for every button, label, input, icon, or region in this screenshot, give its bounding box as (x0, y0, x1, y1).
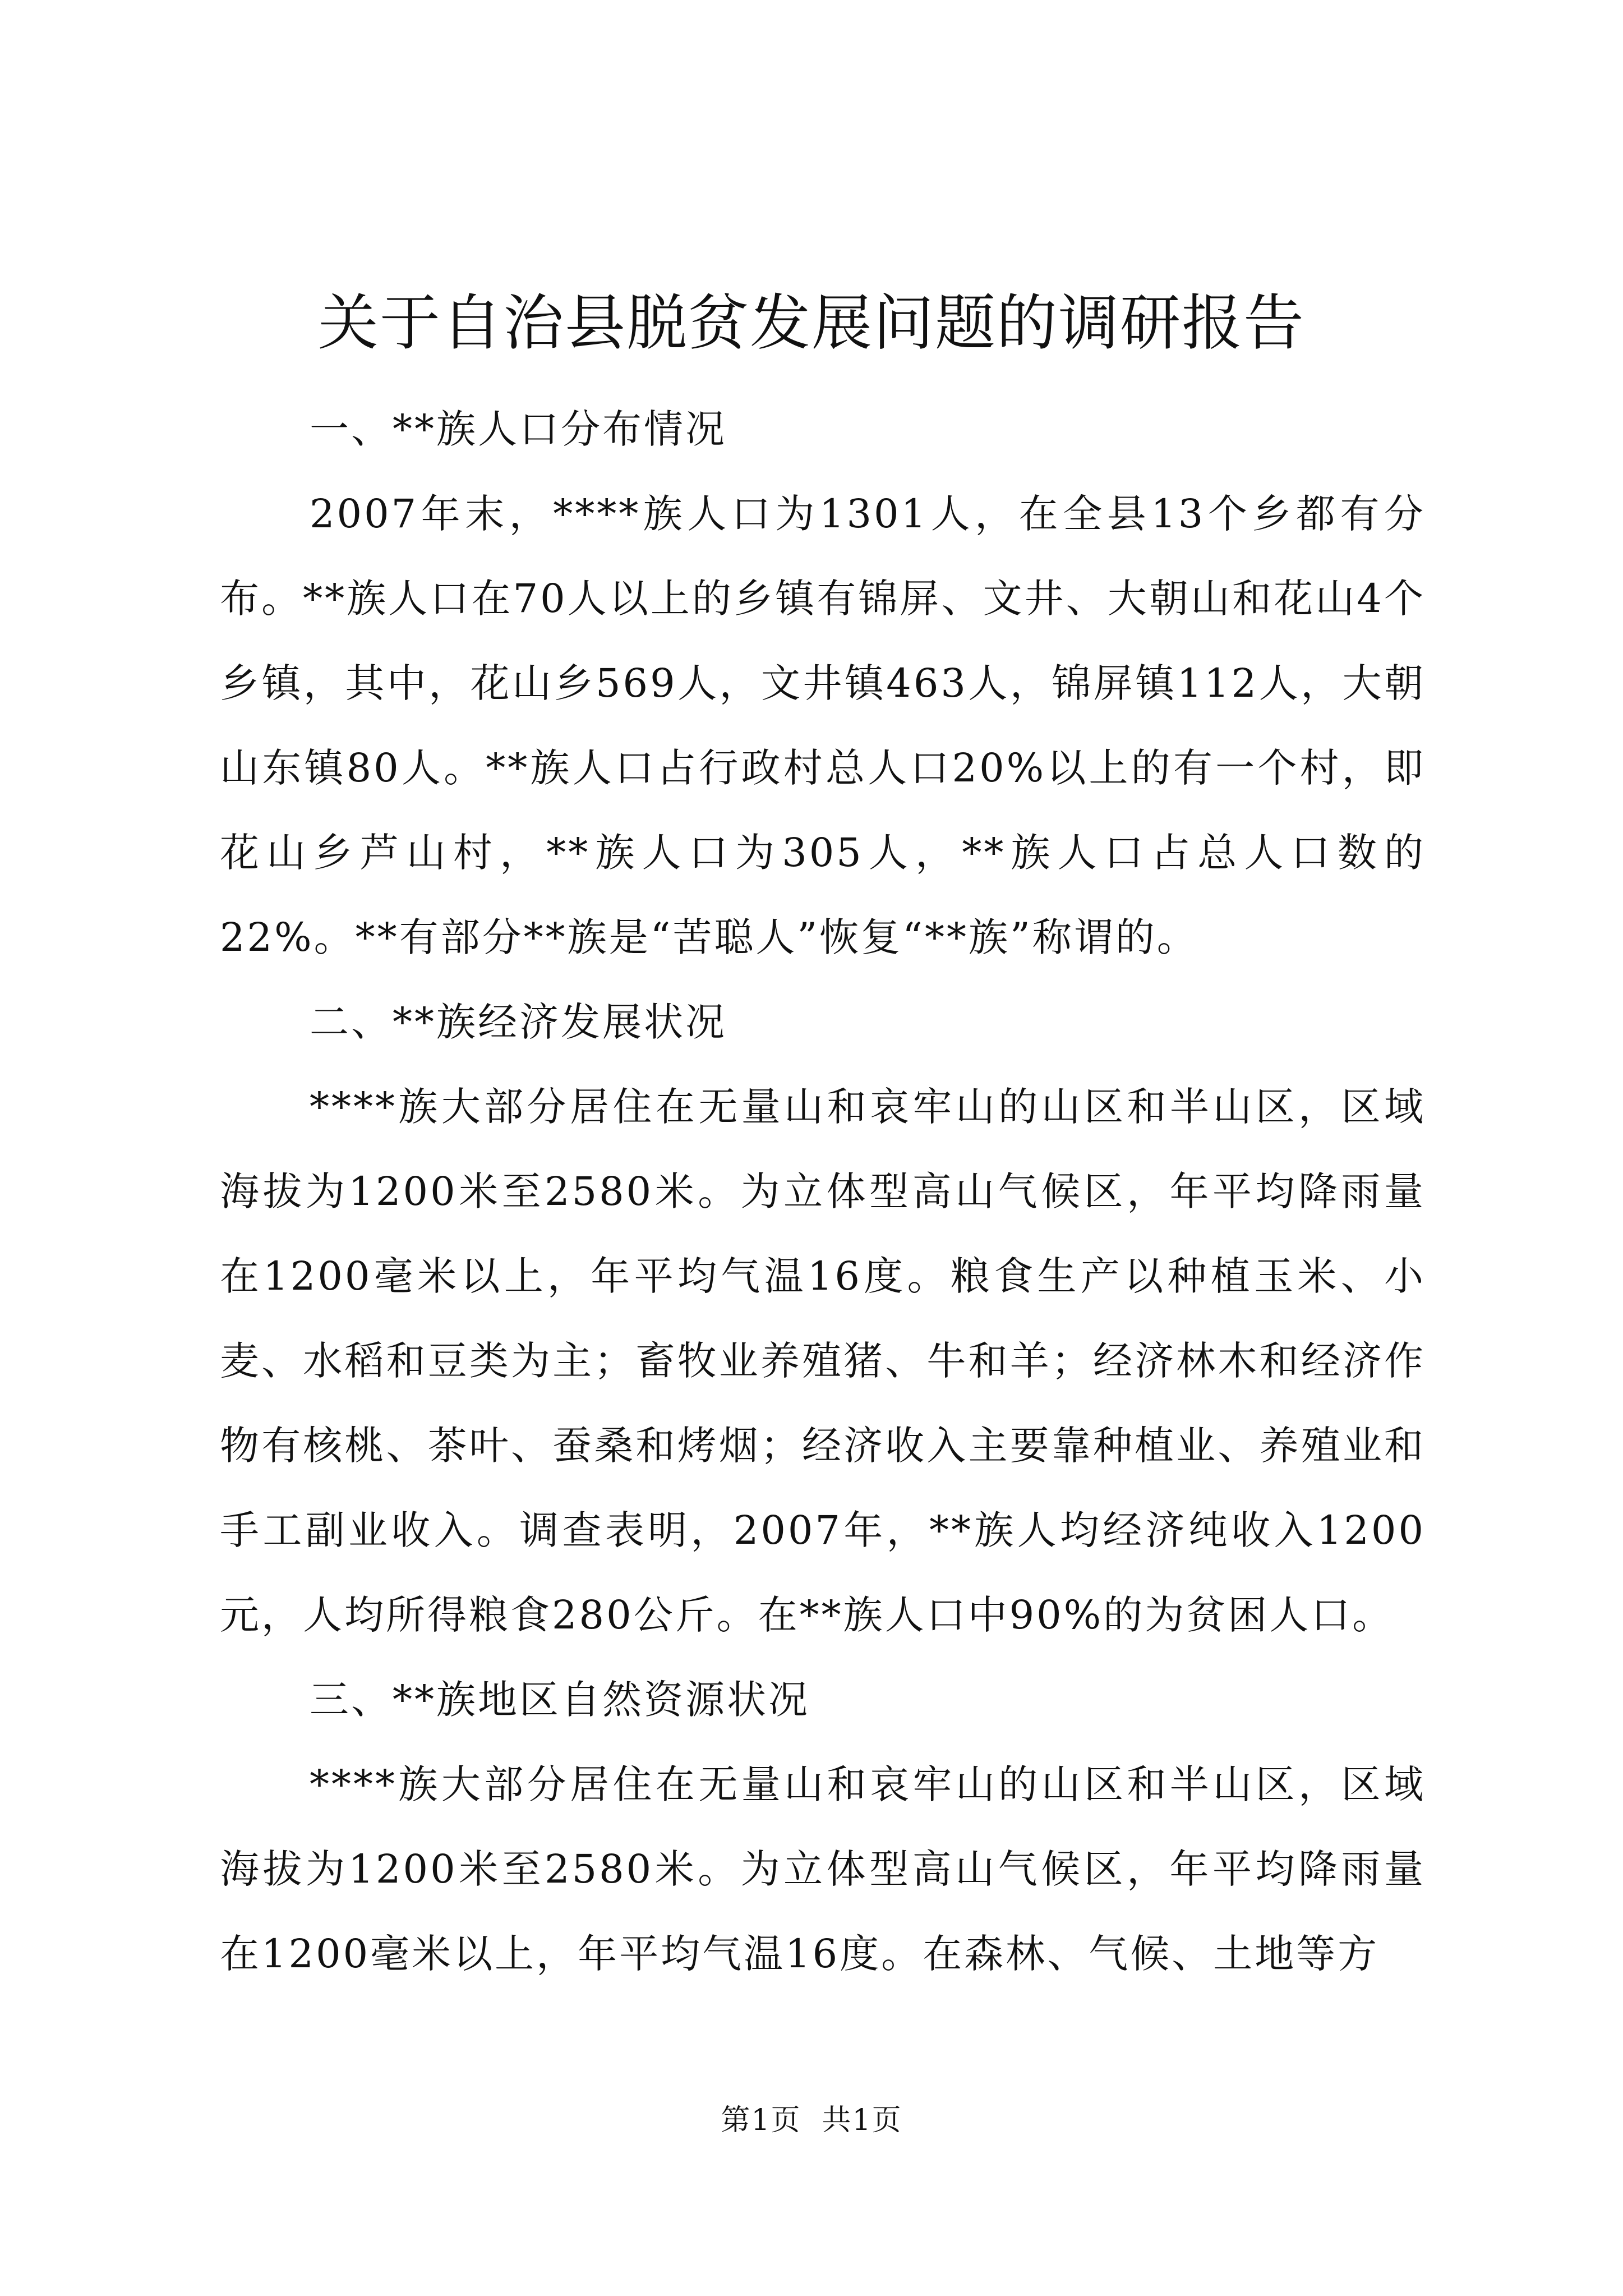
document-title: 关于自治县脱贫发展问题的调研报告 (317, 288, 1305, 358)
paragraph-population: 2007年末，****族人口为1301人，在全县13个乡都有分布。**族人口在70人以上的乡镇有锦屏、文井、大朝山和花山4个乡镇，其中，花山乡569人，文井镇463人，锦屏镇112人，大朝山东镇80人。**族人口占行政村总人口20%以上的有一个村，即花山乡芦山村，**族人口为305人，**族人口占总人口数的22%。**有部分**族是“苦聪人”恢复“**族”称谓的。 (220, 491, 1426, 960)
paragraph-resources: ****族大部分居住在无量山和哀牢山的山区和半山区，区域海拔为1200米至2580米。为立体型高山气候区，年平均降雨量在1200毫米以上，年平均气温16度。在森林、气候、土地等方 (220, 1761, 1426, 1977)
paragraph-economy: ****族大部分居住在无量山和哀牢山的山区和半山区，区域海拔为1200米至2580米。为立体型高山气候区，年平均降雨量在1200毫米以上，年平均气温16度。粮食生产以种植玉米、小麦、水稻和豆类为主；畜牧业养殖猪、牛和羊；经济林木和经济作物有核桃、茶叶、蚕桑和烤烟；经济收入主要靠种植业、养殖业和手工副业收入。调查表明，2007年，**族人均经济纯收入1200元，人均所得粮食280公斤。在**族人口中90%的为贫困人口。 (220, 1084, 1426, 1638)
section-heading-1: 一、**族人口分布情况 (310, 406, 727, 452)
document-body (220, 387, 1426, 1996)
section-heading-2: 二、**族经济发展状况 (310, 999, 727, 1045)
section-heading-3: 三、**族地区自然资源状况 (310, 1677, 810, 1723)
page-footer (0, 2101, 1623, 2140)
page-number: 第1页 共1页 (721, 2104, 902, 2137)
